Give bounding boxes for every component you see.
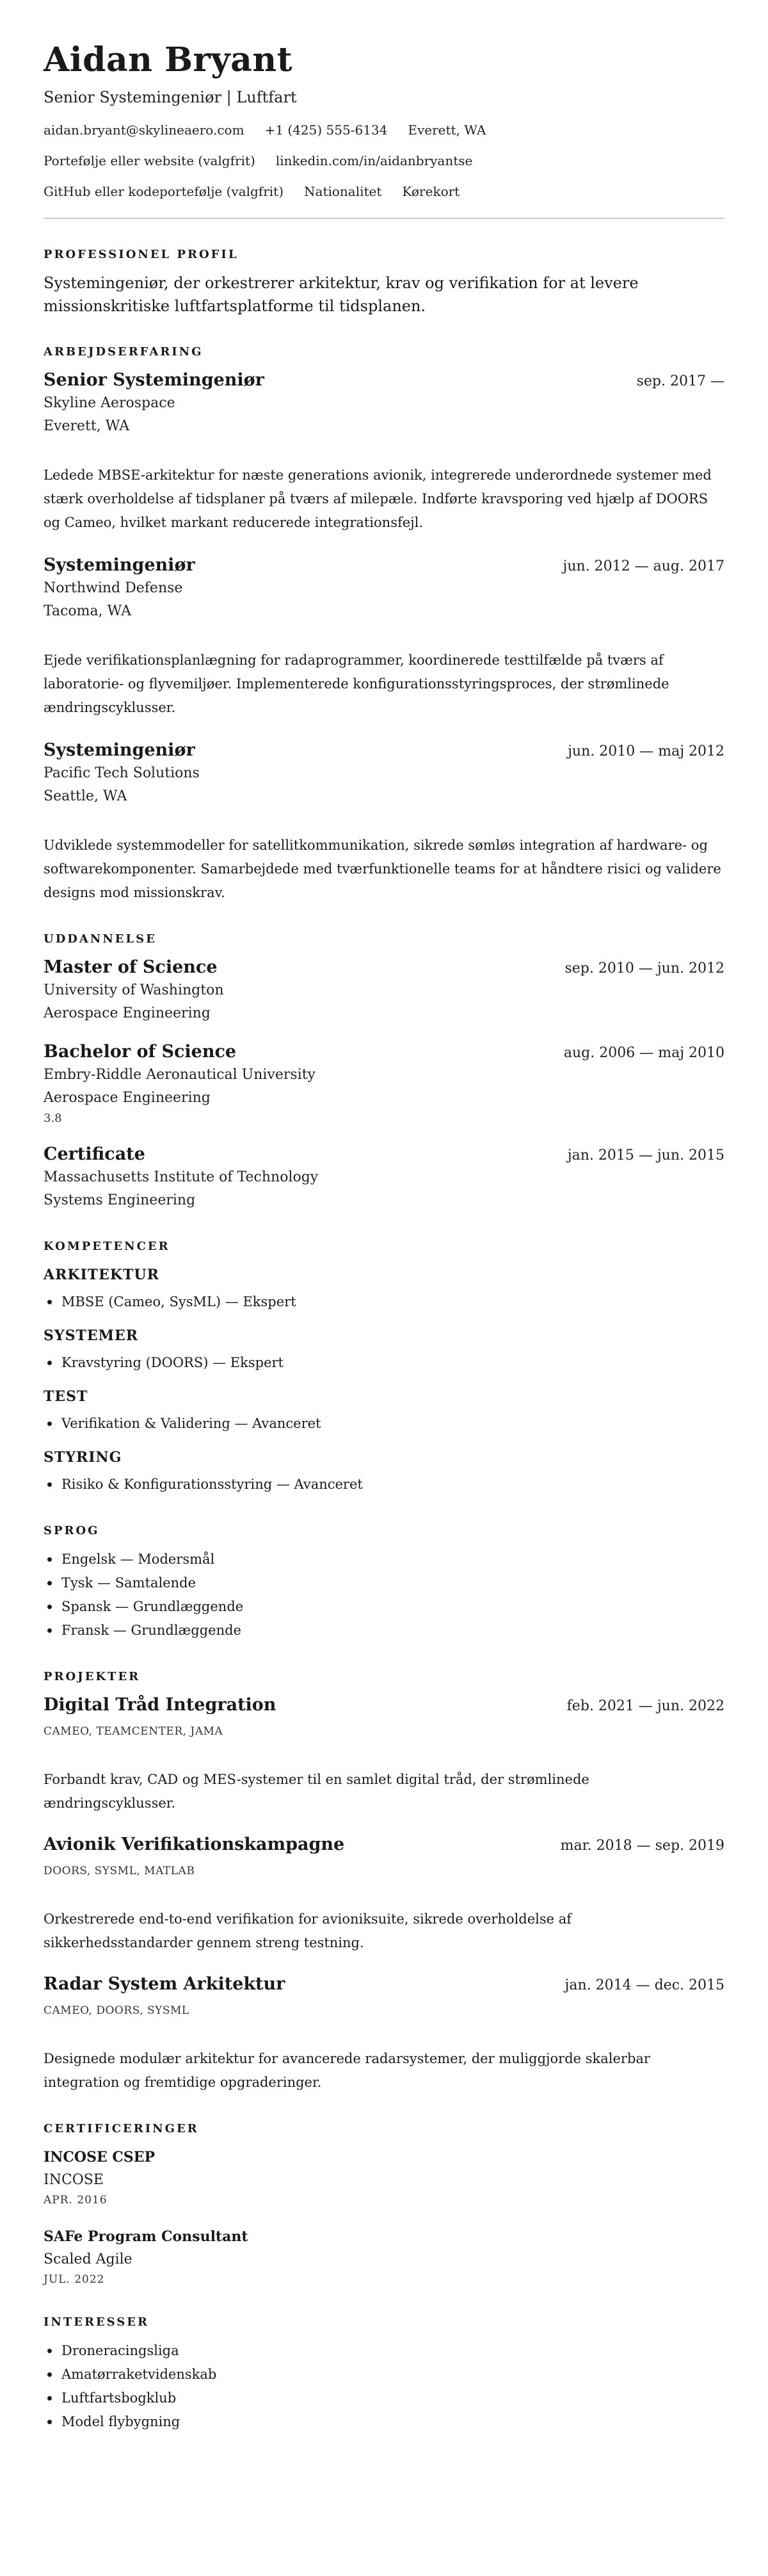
skill-group	[44, 1446, 724, 1496]
skill-item: Risiko & Konfigurationsstyring — Avanceret	[44, 1473, 724, 1496]
project-tech: CAMEO, TEAMCENTER, JAMA	[44, 1725, 223, 1738]
section-title-profile: PROFESSIONEL PROFIL	[44, 248, 239, 261]
project-name: Digital Tråd Integration	[44, 1695, 276, 1715]
project-name: Avionik Verifikationskampagne	[44, 1835, 345, 1854]
contact-phone[interactable]: +1 (425) 555-6134	[264, 122, 388, 138]
skill-item: Verifikation & Validering — Avanceret	[44, 1412, 724, 1436]
degree-name: Certificate	[44, 1144, 145, 1164]
skill-item: MBSE (Cameo, SysML) — Ekspert	[44, 1290, 724, 1314]
section-title-projects: PROJEKTER	[44, 1670, 141, 1683]
school-name: Embry-Riddle Aeronautical University	[44, 1067, 316, 1083]
job-date: sep. 2017 —	[636, 373, 724, 389]
education-entry	[44, 956, 724, 1025]
education-entry	[44, 1143, 724, 1212]
project-date: feb. 2021 — jun. 2022	[566, 1698, 724, 1714]
gpa-value: 3.8	[44, 1112, 62, 1125]
profile-summary: Systemingeniør, der orkestrerer arkitektur, krav og verifikation for at levere missionskritiske luftfartsplatforme til tidsplanen.	[44, 274, 639, 315]
job-description: Udviklede systemmodeller for satellitkommunikation, sikrede sømløs integration af hardware- og softwarekomponenter. Samarbejdede med tværfunktionelle teams for at håndtere risici og validere designs mod missionskrav.	[44, 838, 721, 900]
skill-category: STYRING	[44, 1449, 122, 1466]
interest-item: Droneracingsliga	[44, 2339, 724, 2363]
job-date: jun. 2010 — maj 2012	[568, 743, 724, 759]
job-title: Senior Systemingeniør	[44, 370, 264, 390]
language-item: Spansk — Grundlæggende	[44, 1595, 724, 1619]
contact-email[interactable]: aidan.bryant@skylineaero.com	[44, 122, 244, 138]
languages-section	[44, 1523, 724, 1642]
education-section	[44, 932, 724, 1212]
job-company: Skyline Aerospace	[44, 395, 175, 411]
education-date: aug. 2006 — maj 2010	[563, 1045, 724, 1061]
skill-group	[44, 1324, 724, 1375]
section-title-education: UDDANNELSE	[44, 932, 157, 946]
skills-section	[44, 1239, 724, 1496]
project-name: Radar System Arkitektur	[44, 1974, 285, 1994]
contact-linkedin[interactable]: linkedin.com/in/aidanbryantse	[275, 153, 473, 168]
job-title: Systemingeniør	[44, 555, 195, 575]
skill-group	[44, 1385, 724, 1436]
project-description: Forbandt krav, CAD og MES-systemer til en samlet digital tråd, der strømlinede ændringscyklusser.	[44, 1772, 589, 1811]
profile-section	[44, 247, 724, 318]
contact-row-2	[44, 152, 724, 169]
project-tech: CAMEO, DOORS, SYSML	[44, 2004, 189, 2017]
project-description: Orkestrerede end-to-end verifikation for avioniksuite, sikrede overholdelse af sikkerhedsstandarder gennem streng testning.	[44, 1911, 572, 1950]
degree-name: Master of Science	[44, 957, 218, 977]
candidate-headline: Senior Systemingeniør | Luftfart	[44, 88, 297, 106]
section-title-skills: KOMPETENCER	[44, 1240, 170, 1253]
project-entry	[44, 1833, 724, 1955]
certification-name: SAFe Program Consultant	[44, 2228, 248, 2245]
study-field: Systems Engineering	[44, 1192, 196, 1208]
job-location: Everett, WA	[44, 418, 130, 434]
skill-item: Kravstyring (DOORS) — Ekspert	[44, 1351, 724, 1375]
job-entry	[44, 739, 724, 905]
experience-section	[44, 344, 724, 905]
job-title: Systemingeniør	[44, 740, 195, 760]
certifications-section	[44, 2121, 724, 2288]
job-description: Ledede MBSE-arkitektur for næste generations avionik, integrerede underordnede systemer med stærk overholdelse af tidsplaner på tværs af milepæle. Indførte kravsporing ved hjælp af DOORS og Cameo, hvilket markant reducerede integrationsfejl.	[44, 467, 712, 530]
certification-entry	[44, 2225, 724, 2288]
candidate-name: Aidan Bryant	[44, 40, 293, 79]
school-name: University of Washington	[44, 982, 224, 998]
project-date: jan. 2014 — dec. 2015	[564, 1977, 724, 1993]
school-name: Massachusetts Institute of Technology	[44, 1169, 319, 1185]
job-description: Ejede verifikationsplanlægning for radaprogrammer, koordinerede testtilfælde på tværs af laboratorie- og flyvemiljøer. Implementerede konfigurationsstyringsproces, der strømlinede ændringscyklusser.	[44, 652, 669, 715]
job-entry	[44, 369, 724, 535]
job-company: Pacific Tech Solutions	[44, 765, 200, 781]
contact-location: Everett, WA	[408, 122, 486, 138]
certification-entry	[44, 2146, 724, 2208]
contact-row-3	[44, 183, 724, 200]
certification-name: INCOSE CSEP	[44, 2149, 156, 2166]
section-title-experience: ARBEJDSERFARING	[44, 345, 204, 359]
skill-category: TEST	[44, 1388, 88, 1405]
projects-section	[44, 1669, 724, 2094]
language-item: Fransk — Grundlæggende	[44, 1619, 724, 1642]
certification-date: APR. 2016	[44, 2194, 108, 2207]
contact-row-1	[44, 122, 724, 138]
education-date: sep. 2010 — jun. 2012	[564, 960, 724, 976]
contact-portfolio[interactable]: Portefølje eller website (valgfrit)	[44, 153, 255, 168]
contact-drivers-license: Kørekort	[402, 184, 460, 199]
contact-nationality: Nationalitet	[304, 184, 382, 199]
interest-item: Amatørraketvidenskab	[44, 2363, 724, 2386]
language-item: Engelsk — Modersmål	[44, 1548, 724, 1571]
degree-name: Bachelor of Science	[44, 1042, 237, 1062]
certification-issuer: Scaled Agile	[44, 2251, 132, 2267]
section-title-languages: SPROG	[44, 1524, 100, 1537]
interest-item: Model flybygning	[44, 2410, 724, 2434]
job-company: Northwind Defense	[44, 580, 183, 596]
project-description: Designede modulær arkitektur for avancerede radarsystemer, der muliggjorde skalerbar integration og fremtidige opgraderinger.	[44, 2051, 650, 2090]
study-field: Aerospace Engineering	[44, 1005, 211, 1021]
header-divider	[44, 218, 724, 219]
project-tech: DOORS, SYSML, MATLAB	[44, 1865, 195, 1877]
skill-category: ARKITEKTUR	[44, 1267, 159, 1283]
job-entry	[44, 554, 724, 720]
section-title-certifications: CERTIFICERINGER	[44, 2122, 199, 2135]
skill-category: SYSTEMER	[44, 1327, 139, 1344]
skill-group	[44, 1263, 724, 1314]
job-date: jun. 2012 — aug. 2017	[563, 558, 724, 574]
project-date: mar. 2018 — sep. 2019	[560, 1838, 724, 1854]
project-entry	[44, 1973, 724, 2094]
study-field: Aerospace Engineering	[44, 1090, 211, 1106]
certification-issuer: INCOSE	[44, 2172, 104, 2188]
certification-date: JUL. 2022	[44, 2273, 105, 2286]
project-entry	[44, 1694, 724, 1815]
section-title-interests: INTERESSER	[44, 2315, 149, 2329]
education-date: jan. 2015 — jun. 2015	[567, 1147, 724, 1163]
language-item: Tysk — Samtalende	[44, 1571, 724, 1595]
job-location: Tacoma, WA	[44, 603, 132, 619]
interest-item: Luftfartsbogklub	[44, 2386, 724, 2410]
interests-section	[44, 2315, 724, 2434]
job-location: Seattle, WA	[44, 788, 127, 804]
resume-header	[44, 40, 724, 200]
contact-github[interactable]: GitHub eller kodeportefølje (valgfrit)	[44, 184, 284, 199]
education-entry	[44, 1041, 724, 1128]
